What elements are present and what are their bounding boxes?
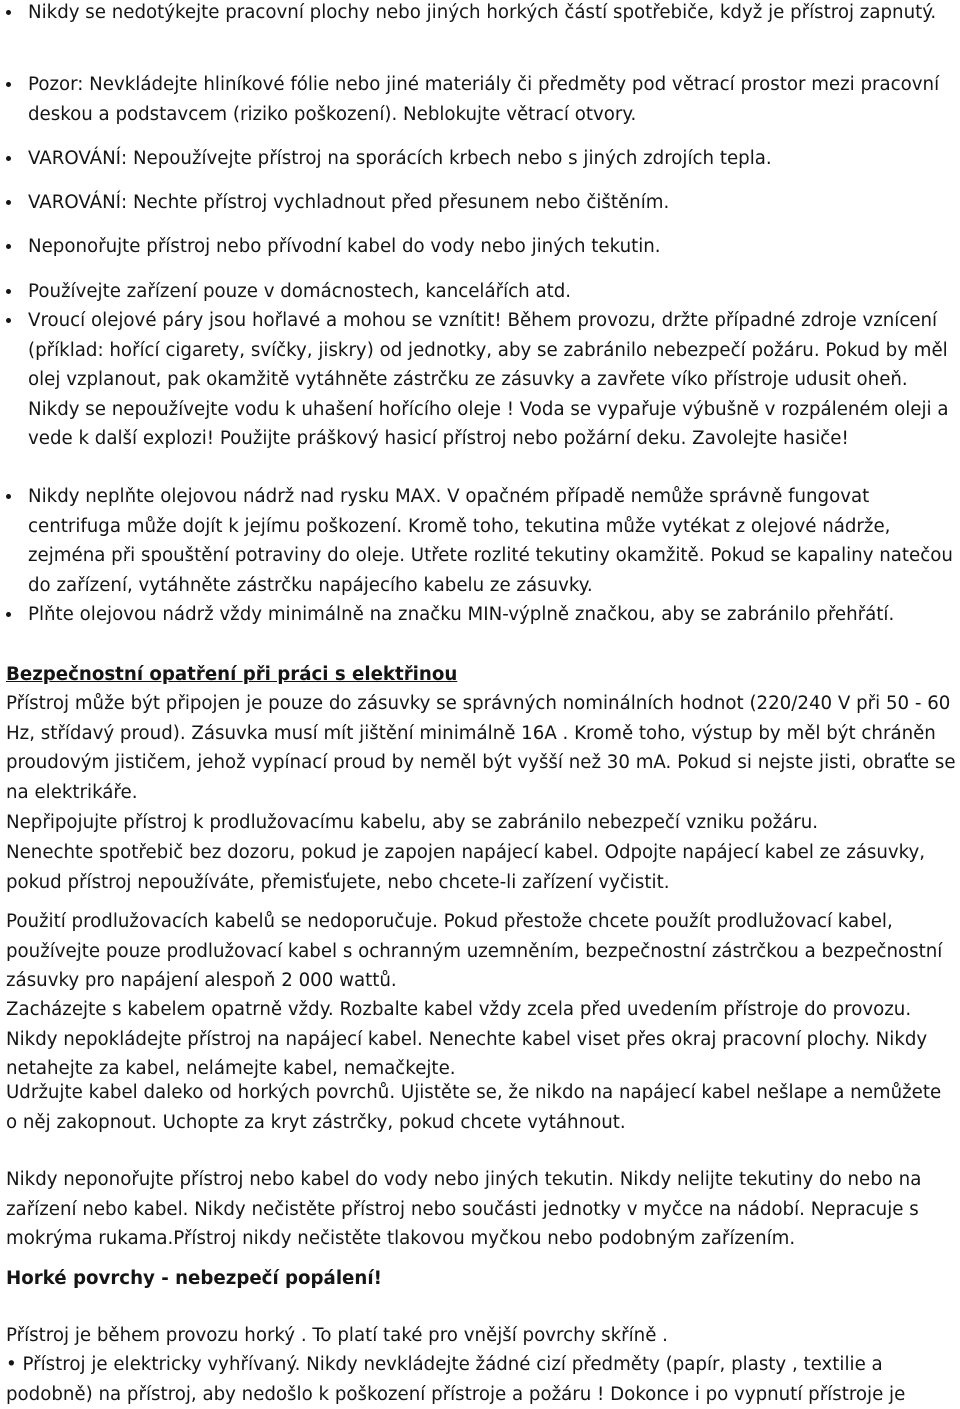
list-item-text: Pozor: Nevkládejte hliníkové fólie nebo jiné materiály či předměty pod větrací prostor mezi pracovní deskou a podstavcem (riziko poškození). Neblokujte větrací otvory.: [28, 74, 940, 125]
bullet-dot: [6, 289, 11, 294]
section-heading-electric: Bezpečnostní opatření při práci s elektřinou: [6, 664, 458, 685]
list-item: [0, 277, 960, 307]
list-item: [0, 0, 960, 28]
list-item: [0, 600, 960, 630]
list-item-text: VAROVÁNÍ: Nechte přístroj vychladnout před přesunem nebo čištěním.: [28, 192, 670, 213]
list-item-text: VAROVÁNÍ: Nepoužívejte přístroj na sporácích krbech nebo s jiných zdrojích tepla.: [28, 148, 772, 169]
paragraph: Zacházejte s kabelem opatrně vždy. Rozbalte kabel vždy zcela před uvedením přístroje do provozu. Nikdy nepokládejte přístroj na napájecí kabel. Nenechte kabel viset přes okraj pracovní plochy. Nikdy netahejte za kabel, nelámejte kabel, nemačkejte.: [6, 999, 928, 1079]
list-item-text: Nikdy neplňte olejovou nádrž nad rysku MAX. V opačném případě nemůže správně fungovat centrifuga může dojít k jejímu poškození. Kromě toho, tekutina může vytékat z olejové nádrže, zejména při spouštění potraviny do oleje. Utřete rozlité tekutiny okamžitě. Pokud se kapaliny natečou do zařízení, vytáhněte zástrčku napájecího kabelu ze zásuvky.: [28, 486, 953, 596]
list-item: [0, 70, 960, 129]
paragraph: Použití prodlužovacích kabelů se nedoporučuje. Pokud přestože chcete použít prodlužovací kabel, používejte pouze prodlužovací kabel s ochranným uzemněním, bezpečnostní zástrčkou a bezpečnostní zásuvky pro napájení alespoň 2 000 wattů.: [6, 911, 943, 991]
bullet-dot: [6, 244, 11, 249]
bullet-dot: [6, 318, 11, 323]
paragraph: Přístroj může být připojen je pouze do zásuvky se správných nominálních hodnot (220/240 V při 50 - 60 Hz, střídavý proud). Zásuvka musí mít jištění minimálně 16A . Kromě toho, výstup by měl být chráněn proudovým jističem, jehož vypínací proud by neměl být vyšší než 30 mA. Pokud si nejste jisti, obraťte se na elektrikáře.: [6, 693, 956, 803]
list-item-text: Plňte olejovou nádrž vždy minimálně na značku MIN-výplně značkou, aby se zabránilo přehřátí.: [28, 604, 895, 625]
paragraph: Udržujte kabel daleko od horkých povrchů. Ujistěte se, že nikdo na napájecí kabel nešlape a nemůžete o něj zakopnout. Uchopte za kryt zástrčky, pokud chcete vytáhnout.: [6, 1082, 942, 1133]
paragraph: Přístroj je během provozu horký . To platí také pro vnější povrchy skříně .: [6, 1325, 668, 1346]
bullet-dot: [6, 10, 11, 15]
paragraph: Nenechte spotřebič bez dozoru, pokud je zapojen napájecí kabel. Odpojte napájecí kabel ze zásuvky, pokud přístroj nepoužíváte, přemisťujete, nebo chcete-li zařízení vyčistit.: [6, 842, 926, 893]
section-heading-hot-surfaces: Horké povrchy - nebezpečí popálení!: [6, 1268, 382, 1289]
list-item: [0, 232, 960, 262]
bullet-dot: [6, 200, 11, 205]
bullet-dot: [6, 494, 11, 499]
list-item-text: Používejte zařízení pouze v domácnostech, kancelářích atd.: [28, 281, 572, 302]
paragraph: Nepřipojujte přístroj k prodlužovacímu kabelu, aby se zabránilo nebezpečí vzniku požáru.: [6, 812, 819, 833]
paragraph: Nikdy neponořujte přístroj nebo kabel do vody nebo jiných tekutin. Nikdy nelijte tekutiny do nebo na zařízení nebo kabel. Nikdy nečistěte přístroj nebo součásti jednotky v myčce na nádobí. Nepracuje s mokrýma rukama.Přístroj nikdy nečistěte tlakovou myčkou nebo podobným zařízením.: [6, 1169, 922, 1249]
bullet-dot: [6, 612, 11, 617]
list-item: [0, 144, 960, 174]
bullet-dot: [6, 156, 11, 161]
list-item: [0, 188, 960, 218]
bullet-dot: [6, 82, 11, 87]
list-item-text: Neponořujte přístroj nebo přívodní kabel do vody nebo jiných tekutin.: [28, 236, 661, 257]
paragraph: • Přístroj je elektricky vyhřívaný. Nikdy nevkládejte žádné cizí předměty (papír, plasty , textilie a podobně) na přístroj, aby nedošlo k poškození přístroje a požáru ! Dokonce i po vypnutí přístroje je: [6, 1354, 906, 1405]
list-item-text: Nikdy se nedotýkejte pracovní plochy nebo jiných horkých částí spotřebiče, když je přístroj zapnutý.: [28, 2, 937, 23]
list-item-text: Vroucí olejové páry jsou hořlavé a mohou se vznítit! Během provozu, držte případné zdroje vznícení (příklad: hořící cigarety, svíčky, jiskry) od jednotky, aby se zabránilo nebezpečí požáru. Pokud by měl olej vzplanout, pak okamžitě vytáhněte zástrčku ze zásuvky a zavřete víko přístroje udusit oheň. Nikdy se nepoužívejte vodu k uhašení hořícího oleje ! Voda se vypařuje výbušně v rozpáleném oleji a vede k další explozi! Použijte práškový hasicí přístroj nebo požární deku. Zavolejte hasiče!: [28, 310, 949, 449]
list-item: [0, 482, 960, 600]
list-item: [0, 306, 960, 454]
